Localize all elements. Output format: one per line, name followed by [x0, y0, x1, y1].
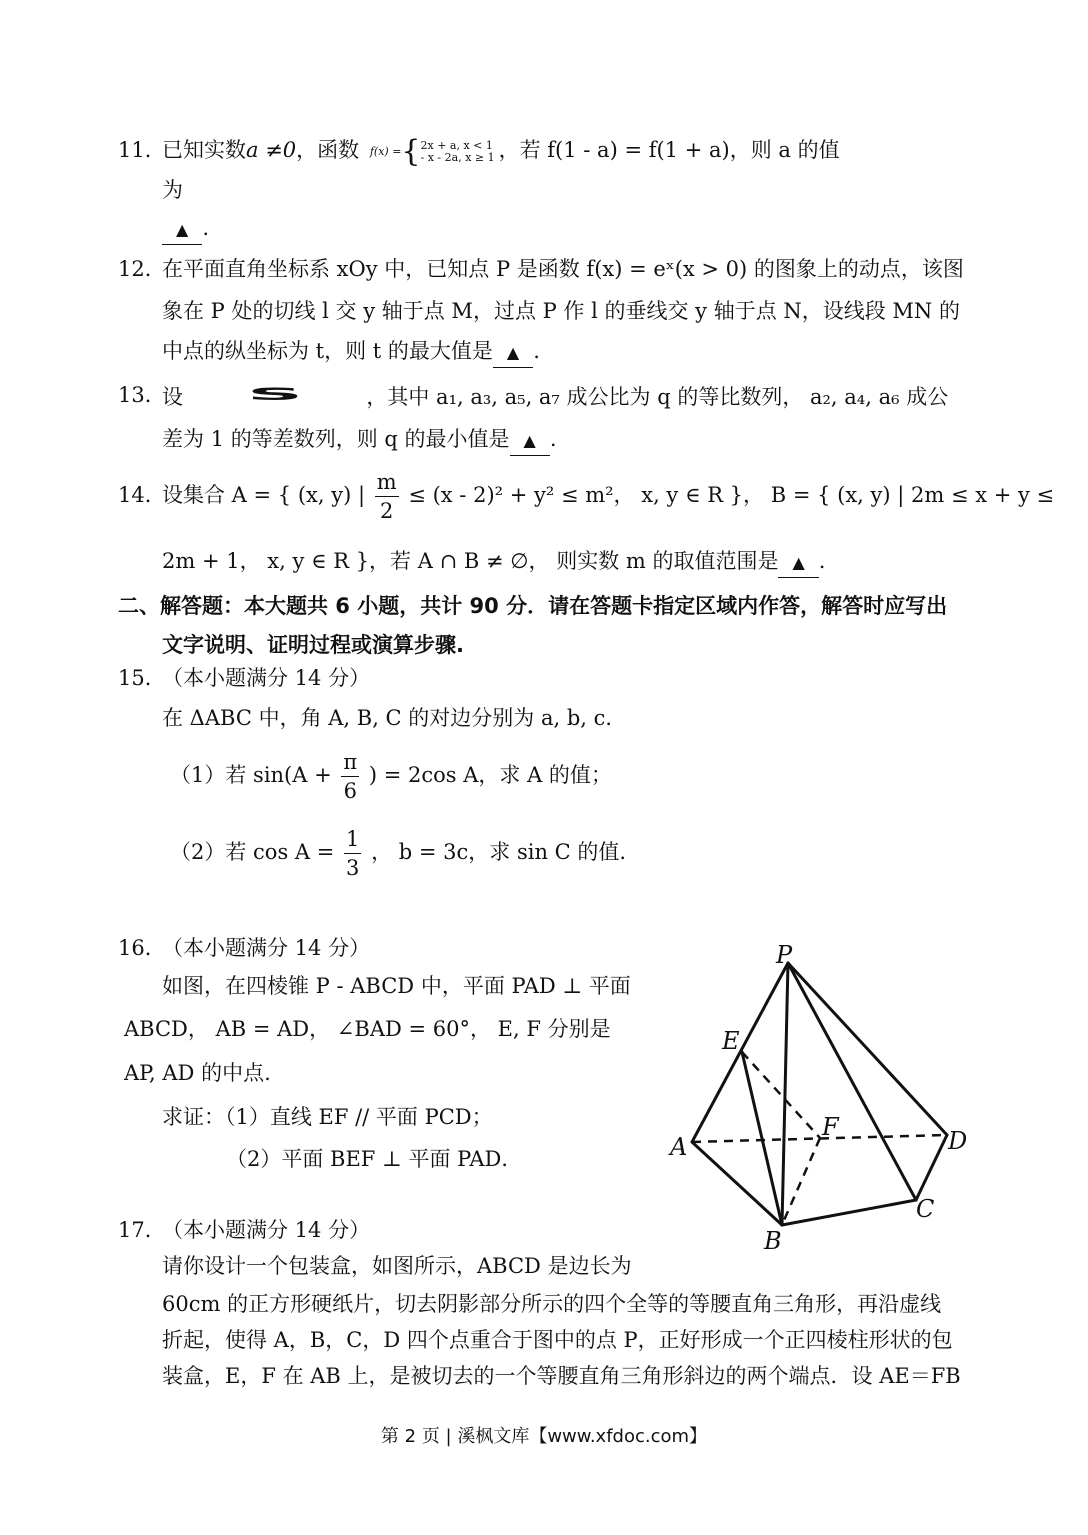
piecewise-fx: f(x) =: [369, 144, 402, 158]
piecewise-function: f(x) ={ 2x + a, x < 1 - x - 2a, x ≥ 1: [369, 133, 495, 169]
question-16-proof-2: （2）平面 BEF ⊥ 平面 PAD．: [226, 1147, 523, 1171]
question-16-number: 16．: [118, 936, 166, 960]
question-17-header: （本小题满分 14 分）: [162, 1218, 371, 1242]
label-A: A: [670, 1133, 688, 1161]
edge-BC: [782, 1200, 916, 1225]
answer-blank-14[interactable]: ▲: [778, 549, 818, 578]
question-16-line-2: ABCD， AB = AD， ∠BAD = 60°， E, F 分别是: [124, 1017, 611, 1041]
q14-text-a: 设集合 A = { (x, y) |: [162, 483, 366, 507]
q15-p2-a: （2）若 cos A =: [170, 840, 335, 864]
question-15-part-1: [170, 748, 612, 808]
question-11-line-2: 为: [162, 178, 183, 202]
question-12-line-1: 在平面直角坐标系 xOy 中，已知点 P 是函数 f(x) = eˣ(x > 0) 的图象上的动点，该图: [162, 257, 964, 281]
q11-condition: a ≠0: [246, 138, 297, 162]
fraction-numerator: m: [375, 468, 399, 497]
question-14-line-2: [162, 547, 825, 578]
question-11-line-1: [162, 133, 840, 169]
question-17-line-3: 折起，使得 A，B，C，D 四个点重合于图中的点 P，正好形成一个正四棱柱形状的包: [162, 1328, 953, 1352]
q14-period: .: [818, 549, 826, 573]
edge-PA: [692, 963, 788, 1142]
label-P: P: [776, 941, 793, 969]
piecewise-row-1: 2x + a, x < 1: [420, 138, 493, 152]
edge-PB: [782, 963, 788, 1225]
q13-text: ，其中 a₁, a₃, a₅, a₇ 成公比为 q 的等比数列， a₂, a₄, a₆ 成公: [366, 385, 949, 409]
question-14-line-1: [162, 468, 1054, 524]
q11-text-mid: ，函数: [296, 138, 360, 162]
section-2-heading-line-2: 文字说明、证明过程或演算步骤.: [162, 633, 464, 657]
fraction-numerator: 1: [344, 825, 361, 854]
question-13-number: 13．: [118, 383, 166, 407]
answer-blank-11[interactable]: ▲: [162, 216, 202, 245]
question-15-header: （本小题满分 14 分）: [162, 666, 371, 690]
label-C: C: [916, 1195, 935, 1223]
q15-p1-a: （1）若 sin(A +: [170, 763, 332, 787]
question-15-intro: 在 ΔABC 中，角 A, B, C 的对边分别为 a, b, c．: [162, 706, 627, 730]
fraction-1-over-3: [344, 825, 361, 882]
question-12-line-3: [162, 337, 540, 368]
question-17-number: 17．: [118, 1218, 166, 1242]
page-footer: 第 2 页 | 溪枫文库【www.xfdoc.com】: [380, 1426, 708, 1447]
q13-pre: 设: [162, 385, 183, 409]
q11-text-post: ，若 f(1 - a) = f(1 + a)，则 a 的值: [498, 138, 840, 162]
question-17-line-2: 60cm 的正方形硬纸片，切去阴影部分所示的四个全等的等腰直角三角形，再沿虚线: [162, 1292, 942, 1316]
pyramid-figure: [660, 935, 980, 1255]
question-14-number: 14．: [118, 483, 166, 507]
question-16-header: （本小题满分 14 分）: [162, 936, 371, 960]
label-D: D: [948, 1127, 968, 1155]
formula-image: S: [246, 385, 303, 405]
section-2-heading: 二、解答题：本大题共 6 小题，共计 90 分．请在答题卡指定区域内作答，解答时应写出: [118, 594, 948, 618]
question-15-part-2: [170, 825, 626, 885]
fraction-denominator: 3: [346, 856, 360, 880]
q14-text-2: 2m + 1， x, y ∈ R }，若 A ∩ B ≠ ∅， 则实数 m 的取值范围是: [162, 549, 779, 573]
q13-text-2: 差为 1 的等差数列，则 q 的最小值是: [162, 427, 510, 451]
question-13-line-2: [162, 425, 557, 456]
q12-period: .: [533, 339, 540, 363]
q14-text-b: ≤ (x - 2)² + y² ≤ m²， x, y ∈ R }， B = { (x, y) | 2m ≤ x + y ≤: [408, 483, 1055, 507]
q11-period: .: [202, 216, 209, 240]
question-12-number: 12．: [118, 257, 166, 281]
q15-p2-b: ， b = 3c，求 sin C 的值.: [371, 840, 627, 864]
edge-CD: [916, 1135, 947, 1200]
answer-blank-12[interactable]: ▲: [493, 339, 533, 368]
fraction-numerator: π: [341, 748, 359, 777]
question-16-line-3: AP, AD 的中点.: [124, 1061, 271, 1085]
question-12-line-2: 象在 P 处的切线 l 交 y 轴于点 M，过点 P 作 l 的垂线交 y 轴于点 N，设线段 MN 的: [162, 299, 960, 323]
edge-EF-hidden: [742, 1052, 820, 1138]
q15-p1-b: ) = 2cos A，求 A 的值；: [368, 763, 612, 787]
label-E: E: [722, 1027, 740, 1055]
edge-FB-hidden: [782, 1138, 820, 1225]
q11-text-pre: 已知实数: [162, 138, 246, 162]
question-11-number: 11．: [118, 138, 166, 162]
fraction-denominator: 2: [379, 499, 394, 523]
piecewise-row-2: - x - 2a, x ≥ 1: [420, 150, 495, 164]
question-15-number: 15．: [118, 666, 166, 690]
q13-period: .: [549, 427, 557, 451]
fraction-pi-over-6: [341, 748, 359, 805]
question-16-line-1: 如图，在四棱锥 P - ABCD 中，平面 PAD ⊥ 平面: [162, 974, 631, 998]
question-17-line-4: 装盒，E，F 在 AB 上，是被切去的一个等腰直角三角形斜边的两个端点．设 AE＝FB: [162, 1364, 961, 1388]
q12-text: 中点的纵坐标为 t，则 t 的最大值是: [162, 339, 493, 363]
fraction-denominator: 6: [343, 779, 357, 803]
edge-AB: [692, 1142, 782, 1225]
question-11-answer: [162, 214, 209, 245]
question-13-line-1: [162, 381, 948, 411]
fraction-m-over-2: [375, 468, 399, 525]
label-F: F: [822, 1113, 839, 1141]
answer-blank-13[interactable]: ▲: [510, 427, 550, 456]
question-17-line-1: 请你设计一个包装盒，如图所示，ABCD 是边长为: [162, 1254, 632, 1278]
label-B: B: [764, 1227, 782, 1255]
question-16-proof-1: 求证：（1）直线 EF // 平面 PCD；: [162, 1105, 493, 1129]
